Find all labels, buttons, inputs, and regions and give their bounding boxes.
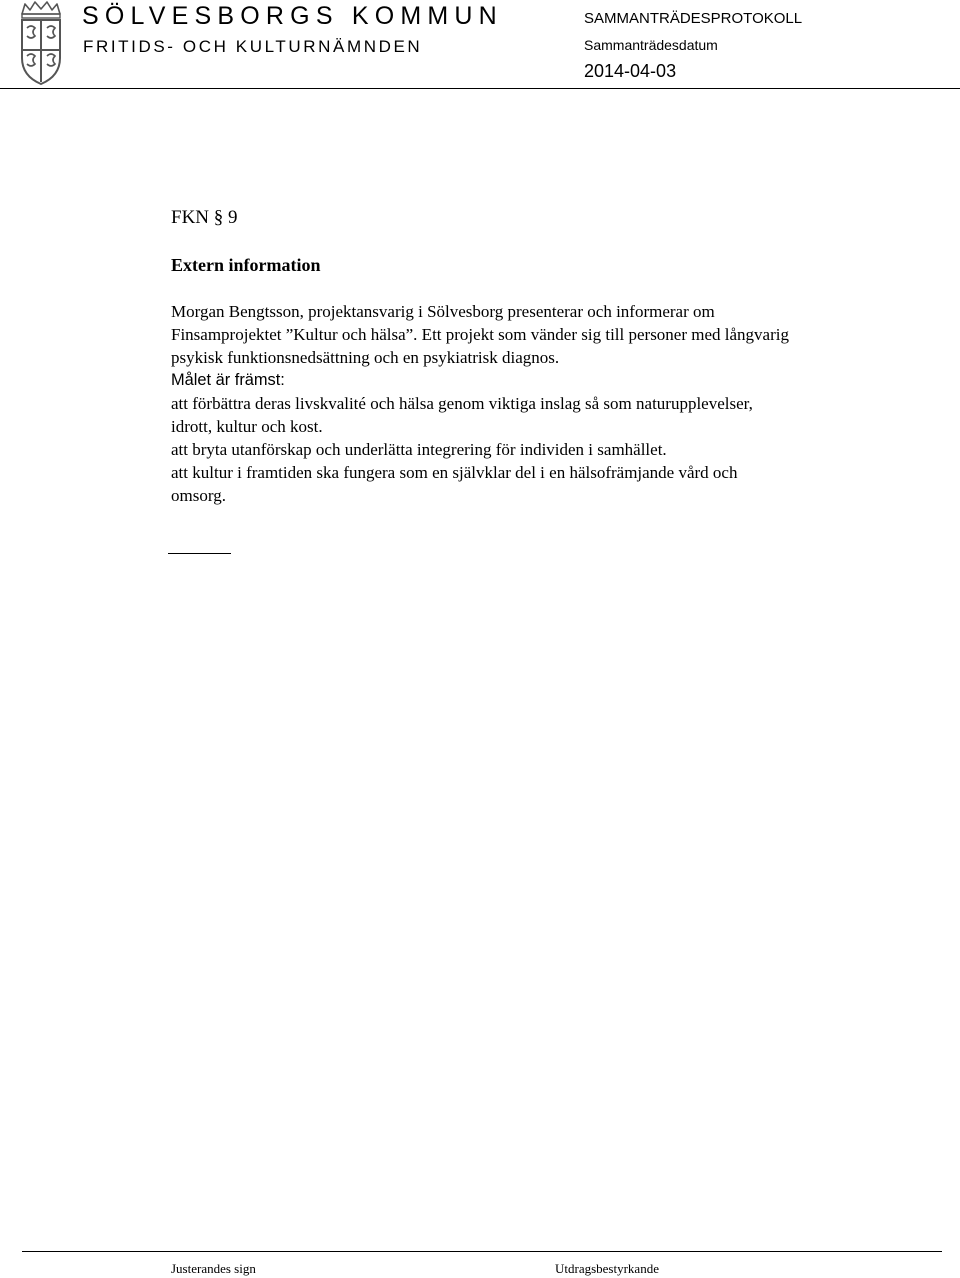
section-title: Extern information (171, 255, 321, 275)
footer-divider (22, 1251, 942, 1252)
goal-item: att bryta utanförskap och underlätta integrering för individen i samhället. (171, 440, 667, 459)
organization-name: SÖLVESBORGS KOMMUN (82, 2, 503, 30)
goals-heading: Målet är främst: (171, 371, 285, 389)
body-line: Finsamprojektet ”Kultur och hälsa”. Ett projekt som vänder sig till personer med långvarig (171, 325, 789, 344)
department-name: FRITIDS- OCH KULTURNÄMNDEN (83, 37, 423, 56)
section-body (171, 300, 931, 507)
goal-item: att kultur i framtiden ska fungera som en självklar del i en hälsofrämjande vård och (171, 463, 738, 482)
meeting-date-value: 2014-04-03 (584, 61, 677, 81)
body-line: Morgan Bengtsson, projektansvarig i Sölvesborg presenterar och informerar om (171, 302, 715, 321)
footer-signature-label: Justerandes sign (171, 1261, 256, 1276)
section-identifier: FKN § 9 (171, 207, 238, 228)
meeting-date-label: Sammanträdesdatum (584, 37, 718, 53)
goal-item: att förbättra deras livskvalité och hälsa genom viktiga inslag så som naturupplevelser, (171, 394, 753, 413)
section-end-rule (168, 553, 231, 554)
header-divider (0, 88, 960, 89)
municipal-crest-icon (16, 0, 66, 86)
goal-item-continuation: idrott, kultur och kost. (171, 417, 323, 436)
body-line: psykisk funktionsnedsättning och en psykiatrisk diagnos. (171, 348, 560, 367)
document-type: SAMMANTRÄDESPROTOKOLL (584, 10, 803, 27)
footer-certification-label: Utdragsbestyrkande (555, 1261, 659, 1276)
goal-item-continuation: omsorg. (171, 486, 226, 505)
